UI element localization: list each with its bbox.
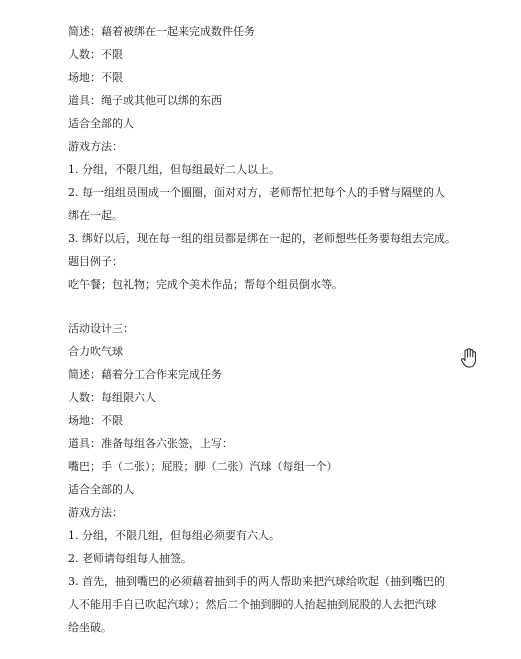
section1-step1: 1. 分组，不限几组，但每组最好二人以上。 [68,163,280,176]
section2-method-heading: 游戏方法： [68,506,123,519]
section1-examples: 吃午餐；包礼物；完成个美术作品；帮每个组员倒水等。 [68,278,343,291]
section2-step1: 1. 分组，不限几组，但每组必须要有六人。 [68,529,280,542]
section1-method-heading: 游戏方法： [68,140,123,153]
section1-step2-line1: 2. 每一组组员围成一个圈圈，面对对方，老师帮忙把每个人的手臂与隔壁的人 [68,186,445,199]
section1-step2-line2: 绑在一起。 [68,209,123,222]
section2-step2: 2. 老师请每组每人抽签。 [68,552,192,565]
section1-venue: 场地：不限 [68,71,123,84]
section2-props-detail: 嘴巴；手（二张）；屁股；脚（二张）汽球（每组一个） [68,460,338,473]
section1-people: 人数：不限 [68,48,123,61]
section2-name: 合力吹气球 [68,345,123,358]
section2-props: 道具：准备每组各六张签，上写： [68,437,233,450]
hand-cursor-icon [459,347,479,369]
section1-summary: 简述：藉着被绑在一起来完成数件任务 [68,25,255,38]
section2-venue: 场地：不限 [68,414,123,427]
section2-summary: 简述：藉着分工合作来完成任务 [68,368,222,381]
section2-step3-line1: 3. 首先，抽到嘴巴的必须藉着抽到手的两人帮助来把汽球给吹起（抽到嘴巴的 [68,575,445,588]
section1-audience: 适合全部的人 [68,117,134,130]
section2-people: 人数：每组限六人 [68,391,156,404]
section2-title: 活动设计三： [68,322,134,335]
section2-step3-line2: 人不能用手自已吹起汽球）；然后二个抽到脚的人抬起抽到屁股的人去把汽球 [68,598,437,611]
section2-step3-line3: 给坐破。 [68,621,112,634]
section1-step3: 3. 绑好以后，现在每一组的组员都是绑在一起的，老师想些任务要每组去完成。 [68,232,456,245]
section1-example-heading: 题目例子： [68,255,123,268]
section2-audience: 适合全部的人 [68,483,134,496]
section1-props: 道具：绳子或其他可以绑的东西 [68,94,222,107]
